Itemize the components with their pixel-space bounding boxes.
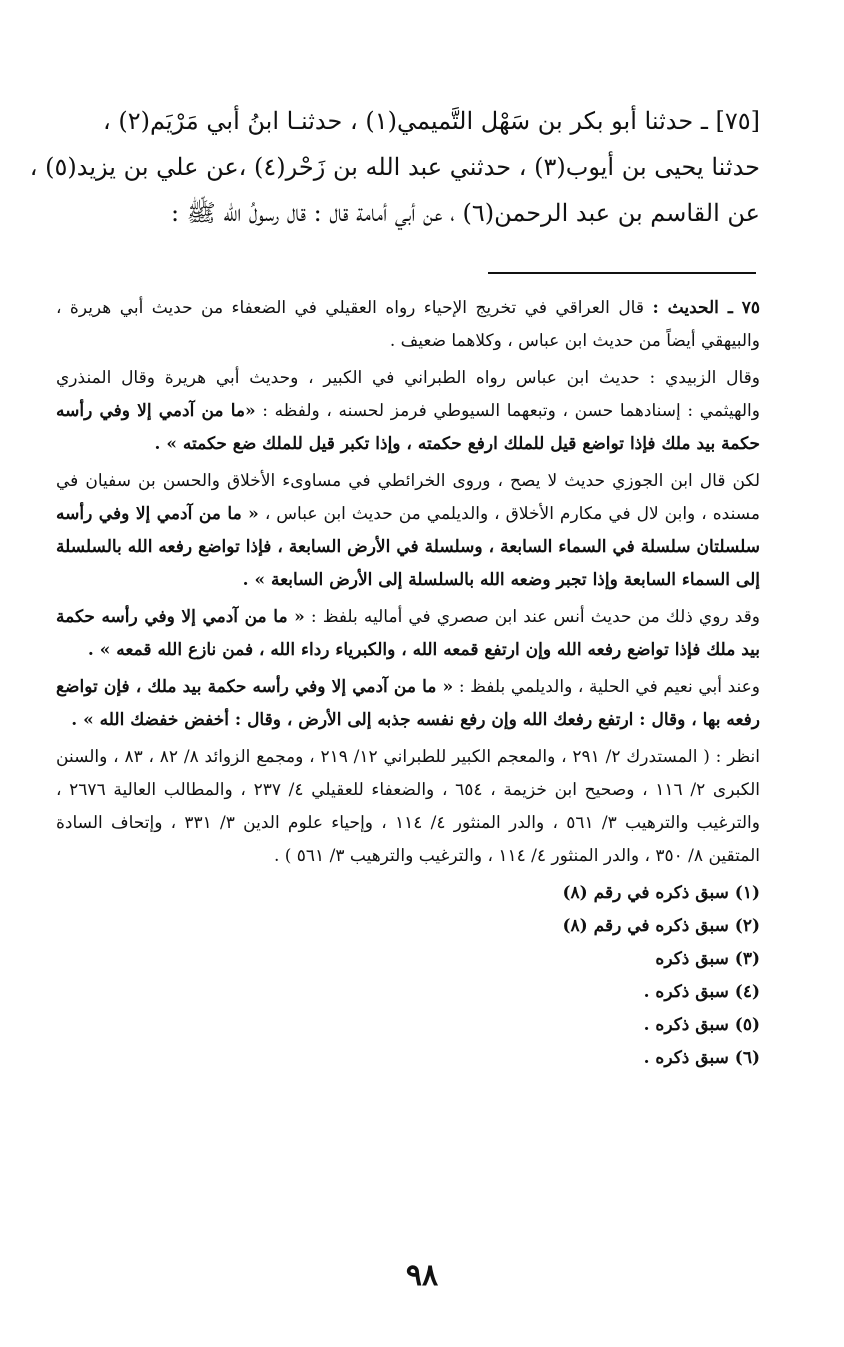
footnote-item: (٦) سبق ذكره .	[643, 1048, 760, 1068]
note-paragraph-1	[56, 292, 760, 358]
note-text-6: انظر : ( المستدرك ٢/ ٢٩١ ، والمعجم الكبير للطبراني ١٢/ ٢١٩ ، ومجمع الزوائد ٨/ ٨٢ ، ٨٣ ، والسنن الكبرى ٢/ ١١٦ ، وصحيح ابن خزيمة ، ٦٥٤ ، والضعفاء للعقيلي ٤/ ٢٣٧ ، والمطالب العالية ٢٦٧٦ ، والترغيب والترهيب ٣/ ٥٦١ ، والدر المنثور ٤/ ١١٤ ، وإحياء علوم الدين ٣/ ٣٣١ ، وإتحاف السادة المتقين ٨/ ٣٥٠ ، والدر المنثور ٤/ ١١٤ ، والترغيب والترهيب ٣/ ٥٦١ ) .	[56, 747, 761, 866]
note-paragraph-3	[56, 465, 760, 597]
note-paragraph-6	[56, 741, 760, 873]
hadith-line-1: [٧٥] ـ حدثنا أبو بكر بن سَهْل التَّميمي(١) ، حدثنـا ابنُ أبي مَرْيَم(٢) ،	[103, 107, 760, 135]
note-paragraph-5	[56, 671, 760, 737]
note-text-5: وعند أبي نعيم في الحلية ، والديلمي بلفظ :	[458, 677, 761, 697]
hadith-text	[29, 98, 760, 236]
footnote-separator	[488, 272, 756, 274]
footnotes-section	[56, 292, 760, 1075]
hadith-line-2: حدثنا يحيى بن أيوب(٣) ، حدثني عبد الله بن زَحْر(٤) ،عن علي بن يزيد(٥) ،	[29, 153, 760, 181]
note-quote-5: « ما من آدمي إلا وفي رأسه حكمة بيد ملك ، فإن تواضع رفعه بها ، وقال : ارتفع رفعك الله وإن رفع نفسه جذبه إلى الأرض ، وقال : أخفض خفضك الله » .	[56, 677, 760, 730]
note-quote-3: « ما من آدمي إلا وفي رأسه سلسلتان سلسلة في السماء السابعة ، وسلسلة في الأرض السابعة ، فإذا تواضع رفعه الله بالسلسلة إلى السماء السابعة وإذا تجبر وضعه الله بالسلسلة إلى الأرض السابعة » .	[56, 504, 760, 590]
hadith-line-3: عن القاسم بن عبد الرحمن(٦) ، عن أبي أمامة قال : قال رسولُ الله ﷺ :	[171, 199, 760, 227]
note-lead: ٧٥ ـ الحديث :	[652, 298, 761, 318]
footnote-item: (١) سبق ذكره في رقم (٨)	[562, 883, 760, 903]
footnote-item: (٢) سبق ذكره في رقم (٨)	[562, 916, 760, 936]
footnote-list	[56, 877, 760, 1075]
footnote-item: (٤) سبق ذكره .	[643, 982, 760, 1002]
note-text-3: لكن قال ابن الجوزي حديث لا يصح ، وروى الخرائطي في مساوىء الأخلاق والحسن بن سفيان في مسنده ، وابن لال في مكارم الأخلاق ، والديلمي من حديث ابن عباس ،	[56, 471, 760, 524]
note-paragraph-4	[56, 601, 760, 667]
note-text-1: قال العراقي في تخريج الإحياء رواه العقيلي في الضعفاء من حديث أبي هريرة ، والبيهقي أيضاً من حديث ابن عباس ، وكلاهما ضعيف .	[56, 298, 760, 351]
note-quote-2: «ما من آدمي إلا وفي رأسه حكمة بيد ملك فإذا تواضع قيل للملك ارفع حكمته ، وإذا تكبر قيل للملك ضع حكمته » .	[56, 401, 760, 454]
note-text-4: وقد روي ذلك من حديث أنس عند ابن صصري في أماليه بلفظ :	[310, 607, 760, 627]
footnote-item: (٥) سبق ذكره .	[643, 1015, 760, 1035]
note-quote-4: « ما من آدمي إلا وفي رأسه حكمة بيد ملك فإذا تواضع رفعه الله وإن ارتفع قمعه الله ، والكبرياء رداء الله ، فمن نازع الله قمعه » .	[56, 607, 760, 660]
page-number: ٩٨	[405, 1258, 439, 1293]
note-paragraph-2	[56, 362, 760, 461]
note-text-2: وقال الزبيدي : حديث ابن عباس رواه الطبراني في الكبير ، وحديث أبي هريرة وقال المنذري والهيثمي : إسنادهما حسن ، وتبعهما السيوطي فرمز لحسنه ، ولفظه :	[56, 368, 760, 421]
footnote-item: (٣) سبق ذكره	[655, 949, 760, 969]
